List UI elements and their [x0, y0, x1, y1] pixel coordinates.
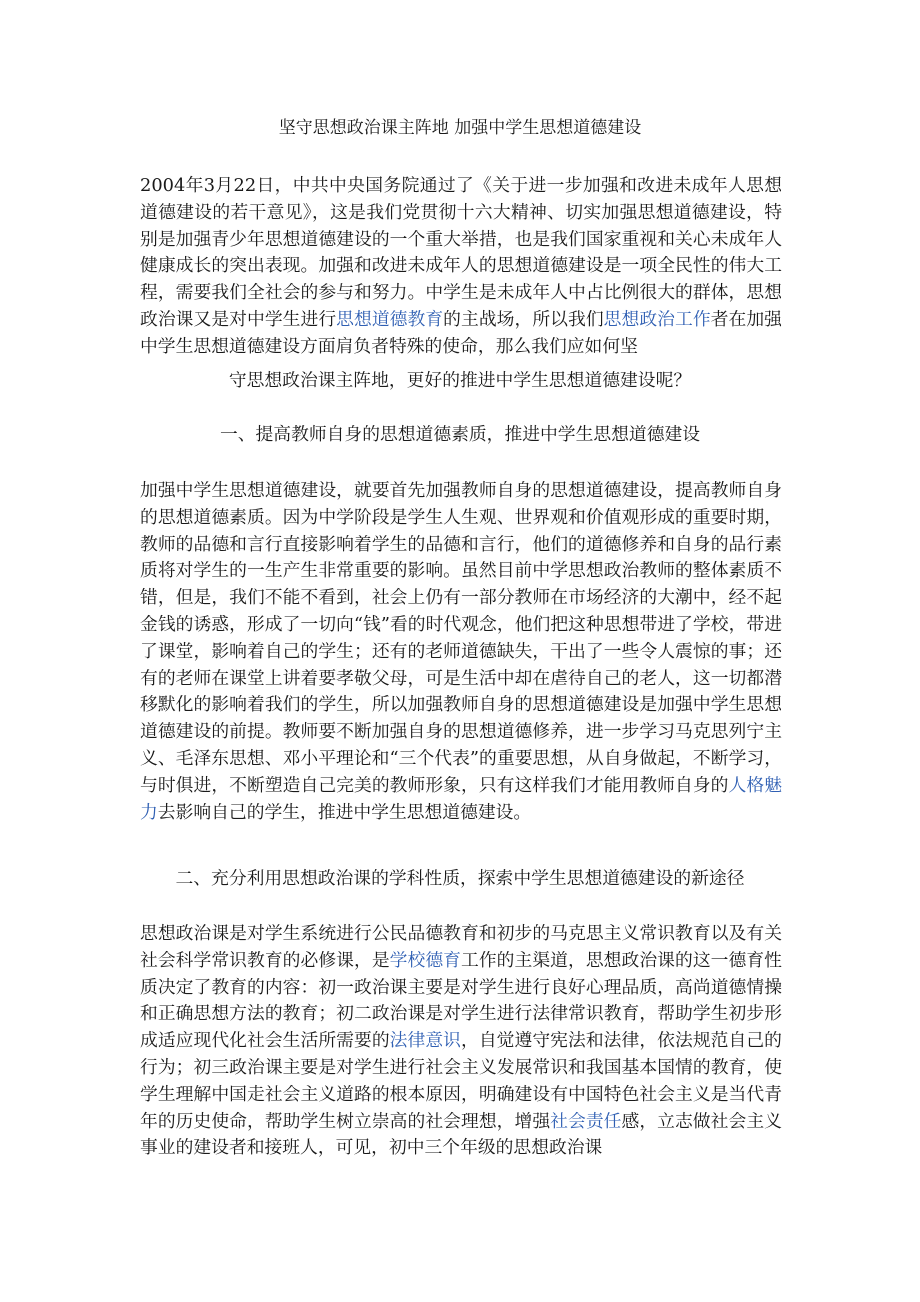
section-heading-1: 一、提高教师自身的思想道德素质，推进中学生思想道德建设 — [219, 424, 701, 445]
section-2-text-1: 思想政治课是对学生系统进行公民品德教育和初步的马克思主义常识教育以及有关社会科学常识教育的必修课，是 — [140, 923, 782, 971]
section-2-text-2: 工作的主渠道，思想政治课的这一德育性质决定了教育的内容：初一政治课主要是对学生进行良好心理品质，高尚道德情操和正确思想方法的教育；初二政治课是对学生进行法律常识教育，帮助学生初步形成适应现代化社会生活所需要的 — [140, 949, 782, 1052]
link-school-moral-education[interactable]: 学校德育 — [389, 949, 462, 971]
section-heading-2: 二、充分利用思想政治课的学科性质，探索中学生思想道德建设的新途径 — [175, 868, 745, 889]
intro-paragraph-last-line: 守思想政治课主阵地，更好的推进中学生思想道德建设呢？ — [228, 370, 692, 391]
intro-text-1: 2004年3月22日，中共中央国务院通过了《关于进一步加强和改进未成年人思想道德建设的若干意见》，这是我们党贯彻十六大精神、切实加强思想道德建设，特别是加强青少年思想道德建设的一个重大举措，也是我们国家重视和关心未成年人健康成长的突出表现。加强和改进未成年人的思想道德建设是一项全民性的伟大工程，需要我们全社会的参与和努力。中学生是未成年人中占比例很大的群体，思想政治课又是对中学生进行 — [140, 175, 782, 330]
intro-text-2: 的主战场，所以我们 — [443, 308, 604, 330]
section-1-text-1: 加强中学生思想道德建设，就要首先加强教师自身的思想道德建设，提高教师自身的思想道德素质。因为中学阶段是学生人生观、世界观和价值观形成的重要时期，教师的品德和言行直接影响着学生的品德和言行，他们的道德修养和自身的品行素质将对学生的一生产生非常重要的影响。虽然目前中学思想政治教师的整体素质不错，但是，我们不能不看到，社会上仍有一部分教师在市场经济的大潮中，经不起金钱的诱惑，形成了一切向“钱”看的时代观念，他们把这种思想带进了学校，带进了课堂，影响着自己的学生；还有的老师道德缺失，干出了一些令人震惊的事；还有的老师在课堂上讲着要孝敬父母，可是生活中却在虐待自己的老人，这一切都潜移默化的影响着我们的学生，所以加强教师自身的思想道德建设是加强中学生思想道德建设的前提。教师要不断加强自身的思想道德修养，进一步学习马克思列宁主义、毛泽东思想、邓小平理论和“三个代表”的重要思想，从自身做起，不断学习，与时俱进，不断塑造自己完美的教师形象，只有这样我们才能用教师自身的 — [140, 480, 782, 796]
link-social-responsibility[interactable]: 社会责任 — [550, 1110, 622, 1132]
link-moral-education[interactable]: 思想道德教育 — [336, 308, 444, 330]
section-2-paragraph — [140, 921, 782, 1162]
link-legal-awareness[interactable]: 法律意识 — [389, 1030, 462, 1052]
section-1-paragraph — [140, 478, 782, 826]
section-2-text-4: 感，立志做社会主义事业的建设者和接班人，可见，初中三个年级的思想政治课 — [140, 1110, 782, 1159]
intro-text-3: 者在加强中学生思想道德建设方面肩负者特殊的使命，那么我们应如何坚 — [140, 308, 782, 357]
link-political-work[interactable]: 思想政治工作 — [603, 308, 711, 330]
link-personal-charm[interactable]: 人格魅力 — [140, 774, 782, 823]
section-2-text-3: ，自觉遵守宪法和法律，依法规范自己的行为；初三政治课主要是对学生进行社会主义发展常识和我国基本国情的教育，使学生理解中国走社会主义道路的根本原因，明确建设有中国特色社会主义是当代青年的历史使命，帮助学生树立崇高的社会理想，增强 — [140, 1030, 782, 1132]
intro-paragraph — [140, 173, 782, 361]
document-title: 坚守思想政治课主阵地 加强中学生思想道德建设 — [278, 118, 642, 138]
section-1-text-2: 去影响自己的学生，推进中学生思想道德建设。 — [157, 801, 532, 823]
